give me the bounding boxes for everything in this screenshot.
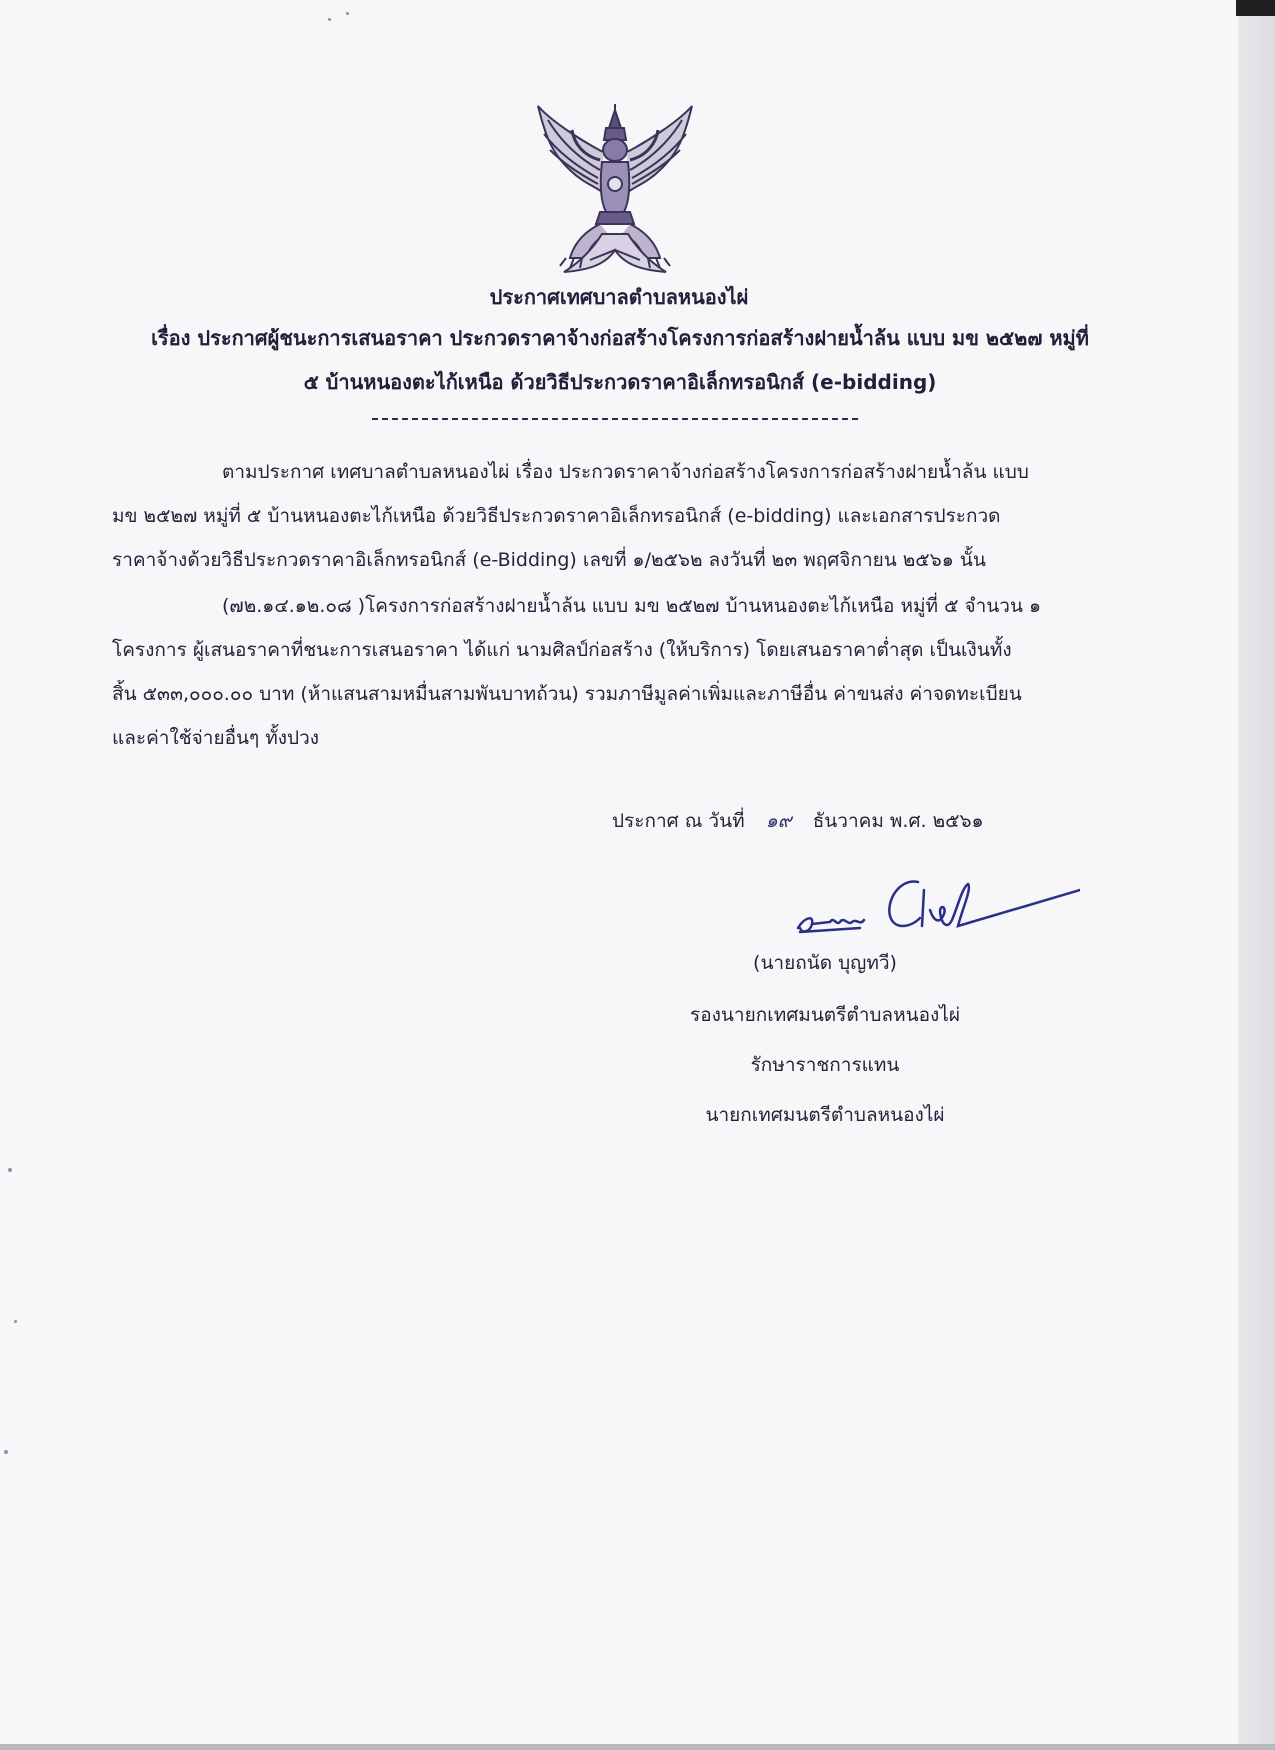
signatory-position: นายกเทศมนตรีตำบลหนองไผ่ [705, 1104, 945, 1126]
date-prefix: ประกาศ ณ วันที่ [612, 810, 745, 832]
divider [372, 418, 858, 420]
document-title: ประกาศเทศบาลตำบลหนองไผ่ [489, 285, 749, 309]
scan-speck [14, 1320, 17, 1323]
scan-speck [346, 12, 349, 15]
scan-edge-corner [1236, 0, 1275, 16]
paragraph-line: และค่าใช้จ่ายอื่นๆ ทั้งปวง [112, 727, 320, 749]
subject-line: ๕ บ้านหนองตะไก้เหนือ ด้วยวิธีประกวดราคาอิเล็กทรอนิกส์ (e-bidding) [303, 370, 937, 394]
scan-speck [328, 18, 331, 21]
paragraph-line: โครงการ ผู้เสนอราคาที่ชนะการเสนอราคา ได้แก่ นามศิลป์ก่อสร้าง (ให้บริการ) โดยเสนอราคาต่ำสุด เป็นเงินทั้ง [112, 639, 1012, 661]
paragraph-line: ตามประกาศ เทศบาลตำบลหนองไผ่ เรื่อง ประกวดราคาจ้างก่อสร้างโครงการก่อสร้างฝายน้ำล้น แบบ [222, 461, 1029, 483]
handwritten-signature-icon [790, 870, 1080, 950]
paragraph-line: ราคาจ้างด้วยวิธีประกวดราคาอิเล็กทรอนิกส์ (e-Bidding) เลขที่ ๑/๒๕๖๒ ลงวันที่ ๒๓ พฤศจิกายน ๒๕๖๑ นั้น [112, 549, 986, 571]
announcement-date [612, 806, 984, 836]
body-paragraph-1 [112, 450, 1112, 582]
signatory-name: (นายถนัด บุญทวี) [753, 952, 897, 974]
paragraph-line: (๗๒.๑๔.๑๒.๐๘ )โครงการก่อสร้างฝายน้ำล้น แบบ มข ๒๕๒๗ บ้านหนองตะไก้เหนือ หมู่ที่ ๕ จำนวน ๑ [222, 595, 1042, 617]
subject-line: เรื่อง ประกาศผู้ชนะการเสนอราคา ประกวดราคาจ้างก่อสร้างโครงการก่อสร้างฝายน้ำล้น แบบ มข ๒๕๒๗ หมู่ที่ [151, 326, 1089, 350]
body-paragraph-2 [112, 584, 1112, 760]
date-month-year: ธันวาคม พ.ศ. ๒๕๖๑ [812, 810, 984, 832]
document-subject [110, 316, 1130, 404]
date-day: ๑๙ [765, 810, 792, 832]
signatory-position: รองนายกเทศมนตรีตำบลหนองไผ่ [690, 1004, 960, 1026]
garuda-emblem-icon [530, 100, 700, 278]
scan-speck [4, 1450, 8, 1454]
scan-bottom-edge [0, 1744, 1275, 1750]
paragraph-line: สิ้น ๕๓๓,๐๐๐.๐๐ บาท (ห้าแสนสามหมื่นสามพันบาทถ้วน) รวมภาษีมูลค่าเพิ่มและภาษีอื่น ค่าขนส่ง ค่าจดทะเบียน [112, 683, 1022, 705]
scan-edge [1238, 0, 1275, 1750]
signatory-position: รักษาราชการแทน [750, 1054, 900, 1076]
paragraph-line: มข ๒๕๒๗ หมู่ที่ ๕ บ้านหนองตะไก้เหนือ ด้วยวิธีประกวดราคาอิเล็กทรอนิกส์ (e-bidding) และเอกสารประกวด [112, 505, 1001, 527]
scan-speck [8, 1168, 12, 1172]
